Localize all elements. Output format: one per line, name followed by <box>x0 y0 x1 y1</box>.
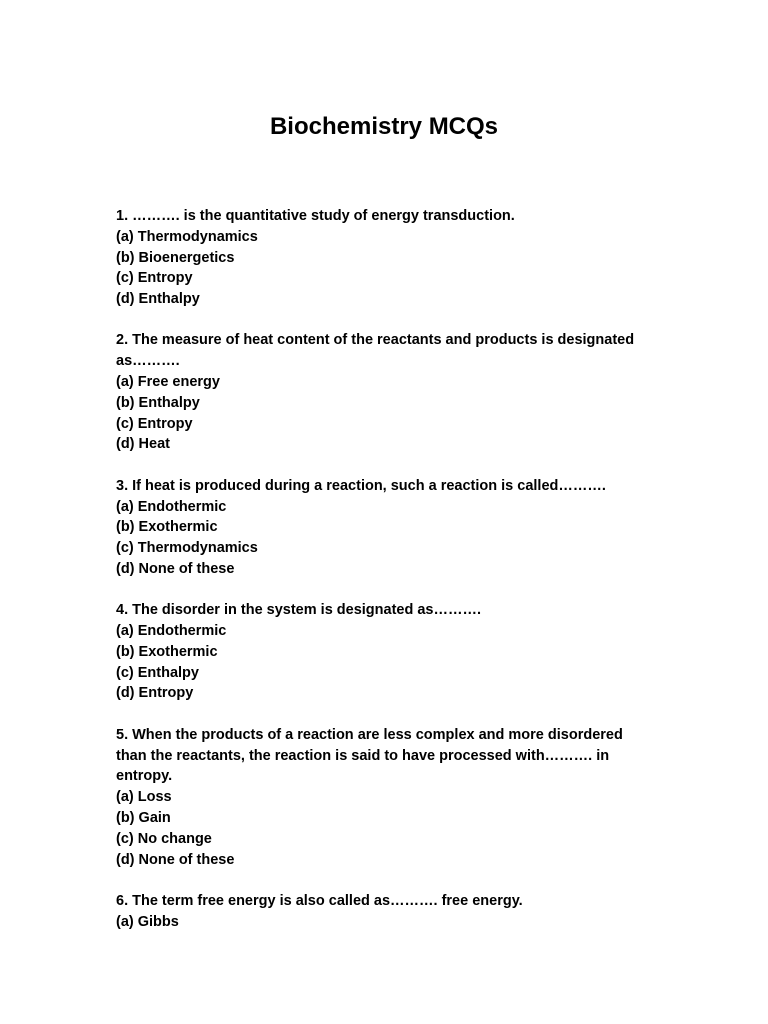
question-5 <box>116 725 656 871</box>
option-a: (a) Gibbs <box>116 913 179 930</box>
option-a: (a) Endothermic <box>116 498 227 515</box>
option-b: (b) Bioenergetics <box>116 249 235 266</box>
question-3 <box>116 476 656 580</box>
option-d: (d) Entropy <box>116 685 194 702</box>
question-4 <box>116 600 656 704</box>
option-a: (a) Loss <box>116 789 172 806</box>
option-d: (d) None of these <box>116 851 235 868</box>
question-text: 2. The measure of heat content of the reactants and products is designated as………. <box>116 332 635 370</box>
option-b: (b) Exothermic <box>116 643 218 660</box>
option-d: (d) Heat <box>116 436 170 453</box>
question-text: 3. If heat is produced during a reaction, such a reaction is called………. <box>116 477 606 494</box>
option-c: (c) Entropy <box>116 415 193 432</box>
page-title: Biochemistry MCQs <box>269 113 499 140</box>
question-text: 5. When the products of a reaction are less complex and more disordered than the reactants, the reaction is said to have processed with………. in entropy. <box>116 726 623 785</box>
question-text: 1. ………. is the quantitative study of energy transduction. <box>116 208 515 224</box>
option-b: (b) Enthalpy <box>116 394 200 411</box>
option-list <box>116 372 656 455</box>
option-a: (a) Free energy <box>116 374 220 391</box>
option-list <box>116 787 656 870</box>
option-a: (a) Endothermic <box>116 623 227 640</box>
option-d: (d) None of these <box>116 560 235 577</box>
option-list <box>116 497 656 580</box>
question-1 <box>116 206 656 310</box>
option-a: (a) Thermodynamics <box>116 228 258 245</box>
option-b: (b) Exothermic <box>116 519 218 536</box>
option-list <box>116 227 656 310</box>
option-list <box>116 621 656 704</box>
question-list <box>116 206 656 953</box>
option-c: (c) No change <box>116 830 212 847</box>
question-2 <box>116 330 656 455</box>
question-text: 4. The disorder in the system is designated as………. <box>116 602 482 619</box>
option-c: (c) Thermodynamics <box>116 540 258 557</box>
question-text: 6. The term free energy is also called as………. free energy. <box>116 892 523 909</box>
option-d: (d) Enthalpy <box>116 291 200 308</box>
question-6 <box>116 891 656 933</box>
option-c: (c) Enthalpy <box>116 664 199 681</box>
option-list <box>116 912 656 933</box>
option-b: (b) Gain <box>116 809 171 826</box>
option-c: (c) Entropy <box>116 270 193 287</box>
